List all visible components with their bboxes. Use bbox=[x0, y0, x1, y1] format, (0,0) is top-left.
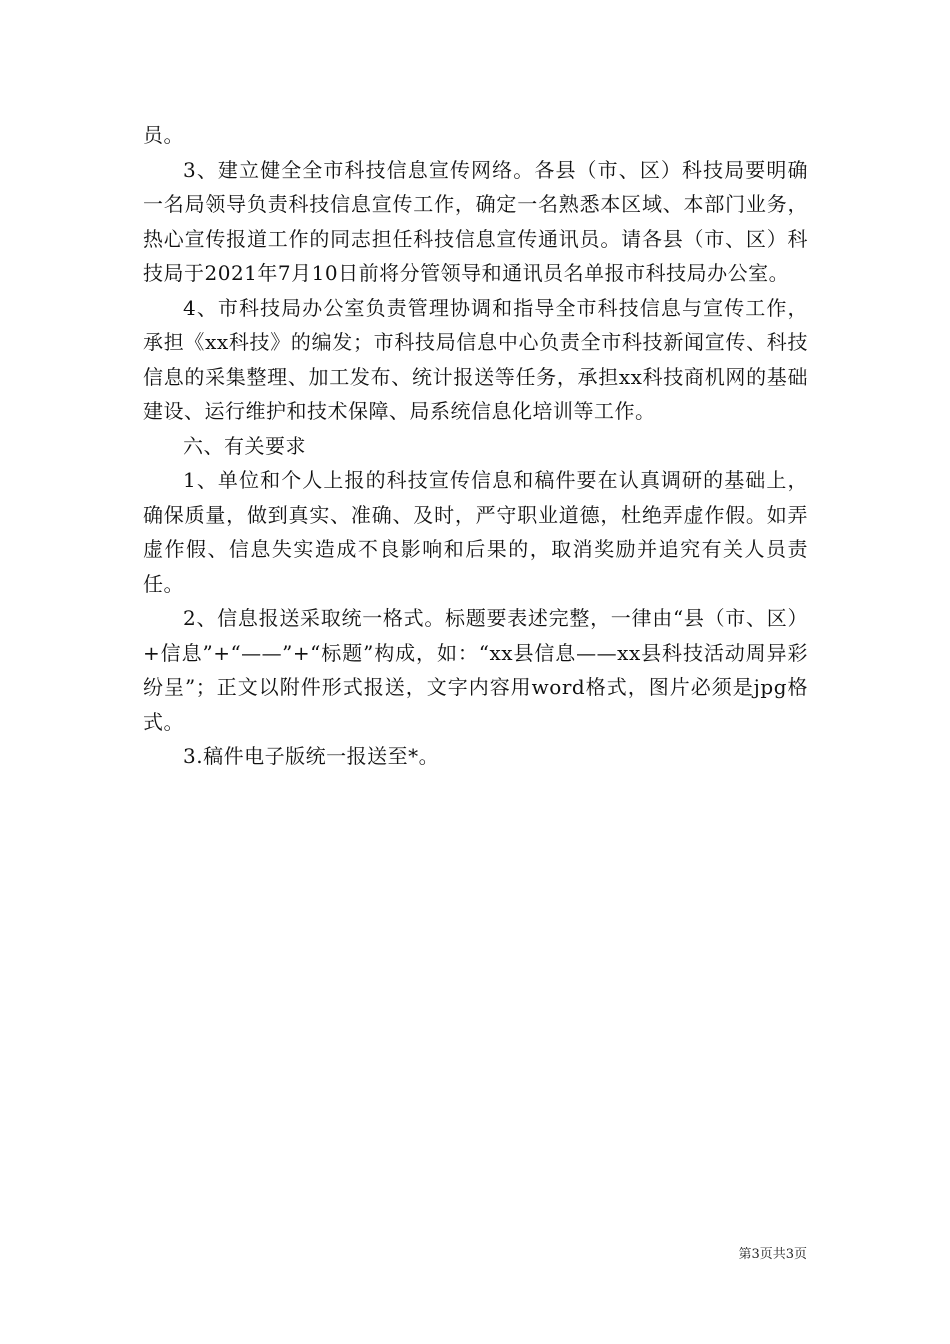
paragraph-item-3-network: 3、建立健全全市科技信息宣传网络。各县（市、区）科技局要明确一名局领导负责科技信息宣传工作，确定一名熟悉本区域、本部门业务，热心宣传报道工作的同志担任科技信息宣传通讯员。请各县（市、区）科技局于2021年7月10日前将分管领导和通讯员名单报市科技局办公室。 bbox=[143, 157, 808, 285]
section-heading-requirements: 六、有关要求 bbox=[183, 433, 306, 458]
page-number-footer: 第3页共3页 bbox=[738, 1247, 807, 1262]
paragraph-continuation: 员。 bbox=[143, 123, 184, 147]
paragraph-requirement-1: 1、单位和个人上报的科技宣传信息和稿件要在认真调研的基础上，确保质量，做到真实、准确、及时，严守职业道德，杜绝弄虚作假。如弄虚作假、信息失实造成不良影响和后果的，取消奖励并追究有关人员责任。 bbox=[143, 468, 808, 596]
paragraph-item-4-office: 4、市科技局办公室负责管理协调和指导全市科技信息与宣传工作，承担《xx科技》的编发；市科技局信息中心负责全市科技新闻宣传、科技信息的采集整理、加工发布、统计报送等任务，承担xx科技商机网的基础建设、运行维护和技术保障、局系统信息化培训等工作。 bbox=[143, 295, 808, 423]
document-body bbox=[143, 118, 808, 774]
paragraph-requirement-2: 2、信息报送采取统一格式。标题要表述完整，一律由“县（市、区）+信息”+“——”+“标题”构成，如：“xx县信息——xx县科技活动周异彩纷呈”；正文以附件形式报送，文字内容用word格式，图片必须是jpg格式。 bbox=[143, 606, 808, 734]
paragraph-requirement-3: 3.稿件电子版统一报送至*。 bbox=[183, 744, 440, 768]
